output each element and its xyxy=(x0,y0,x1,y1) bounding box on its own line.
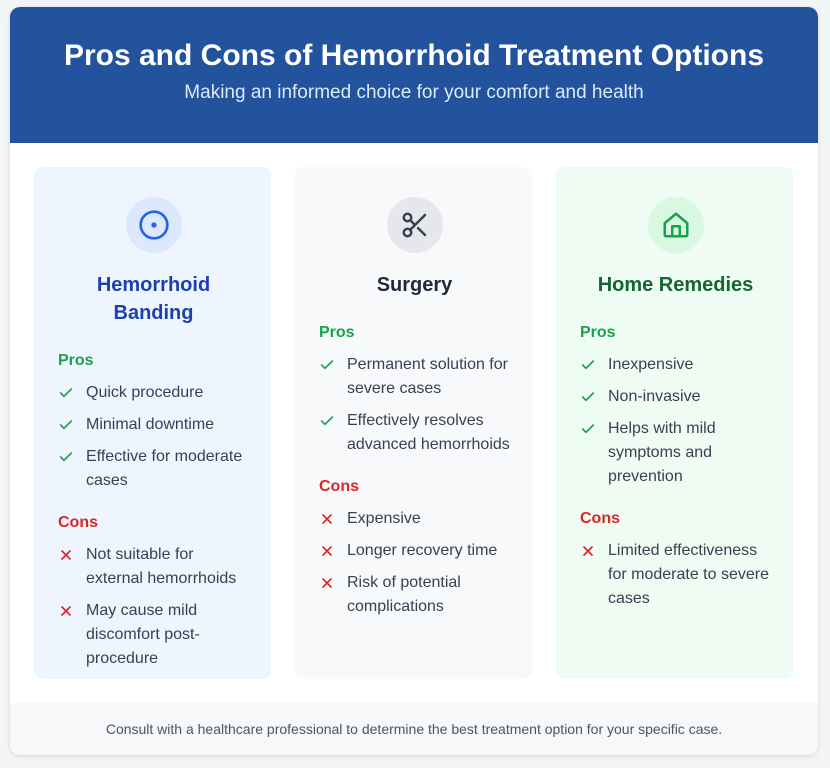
pro-item xyxy=(580,385,771,409)
item-text: May cause mild discomfort post-procedure xyxy=(86,602,200,667)
check-icon xyxy=(580,385,608,409)
item-text: Quick procedure xyxy=(86,384,204,401)
cons-heading: Cons xyxy=(58,514,98,531)
check-icon xyxy=(580,353,608,377)
header xyxy=(10,7,818,143)
cons-heading: Cons xyxy=(580,510,620,527)
page-subtitle: Making an informed choice for your comfort and health xyxy=(184,82,644,103)
item-text: Non-invasive xyxy=(608,388,701,405)
pros-heading: Pros xyxy=(319,324,355,341)
item-text: Helps with mild symptoms and prevention xyxy=(608,420,716,485)
treatment-columns xyxy=(34,167,794,679)
footer-note: Consult with a healthcare professional to determine the best treatment option for your specific case. xyxy=(10,703,818,755)
treatment-card-banding xyxy=(34,167,271,679)
check-icon xyxy=(580,417,608,441)
treatment-card-surgery xyxy=(295,167,532,679)
treatment-title: Surgery xyxy=(376,274,453,296)
pro-item xyxy=(319,353,510,401)
check-icon xyxy=(319,353,347,377)
cons-heading: Cons xyxy=(319,478,359,495)
item-text: Effective for moderate cases xyxy=(86,448,243,489)
check-icon xyxy=(58,413,86,437)
item-text: Effectively resolves advanced hemorrhoids xyxy=(347,412,510,453)
pro-item xyxy=(58,445,249,493)
pros-list xyxy=(580,353,771,489)
target-icon xyxy=(126,197,182,253)
pro-item xyxy=(58,381,249,405)
scissors-icon xyxy=(387,197,443,253)
con-item xyxy=(319,507,510,531)
pro-item xyxy=(319,409,510,457)
con-item xyxy=(319,539,510,563)
x-icon xyxy=(580,539,608,563)
item-text: Risk of potential complications xyxy=(347,574,461,615)
pro-item xyxy=(58,413,249,437)
con-item xyxy=(319,571,510,619)
infographic-card xyxy=(10,7,818,755)
cons-list xyxy=(58,543,249,671)
item-text: Inexpensive xyxy=(608,356,694,373)
pros-list xyxy=(319,353,510,457)
item-text: Expensive xyxy=(347,510,421,527)
home-icon xyxy=(648,197,704,253)
cons-list xyxy=(580,539,771,611)
item-text: Limited effectiveness for moderate to severe cases xyxy=(608,542,769,607)
pro-item xyxy=(580,353,771,377)
check-icon xyxy=(58,445,86,469)
treatment-title: Home Remedies xyxy=(597,274,754,296)
check-icon xyxy=(319,409,347,433)
x-icon xyxy=(319,571,347,595)
pro-item xyxy=(580,417,771,489)
pros-heading: Pros xyxy=(580,324,616,341)
x-icon xyxy=(319,539,347,563)
treatment-card-home-remedies xyxy=(556,167,793,679)
x-icon xyxy=(58,599,86,623)
check-icon xyxy=(58,381,86,405)
x-icon xyxy=(58,543,86,567)
con-item xyxy=(580,539,771,611)
page-title: Pros and Cons of Hemorrhoid Treatment Options xyxy=(63,39,765,72)
item-text: Not suitable for external hemorrhoids xyxy=(86,546,237,587)
item-text: Permanent solution for severe cases xyxy=(347,356,508,397)
item-text: Minimal downtime xyxy=(86,416,215,433)
pros-list xyxy=(58,381,249,493)
pros-heading: Pros xyxy=(58,352,94,369)
con-item xyxy=(58,599,249,671)
cons-list xyxy=(319,507,510,619)
x-icon xyxy=(319,507,347,531)
con-item xyxy=(58,543,249,591)
treatment-title: Hemorrhoid Banding xyxy=(96,274,211,324)
item-text: Longer recovery time xyxy=(347,542,498,559)
